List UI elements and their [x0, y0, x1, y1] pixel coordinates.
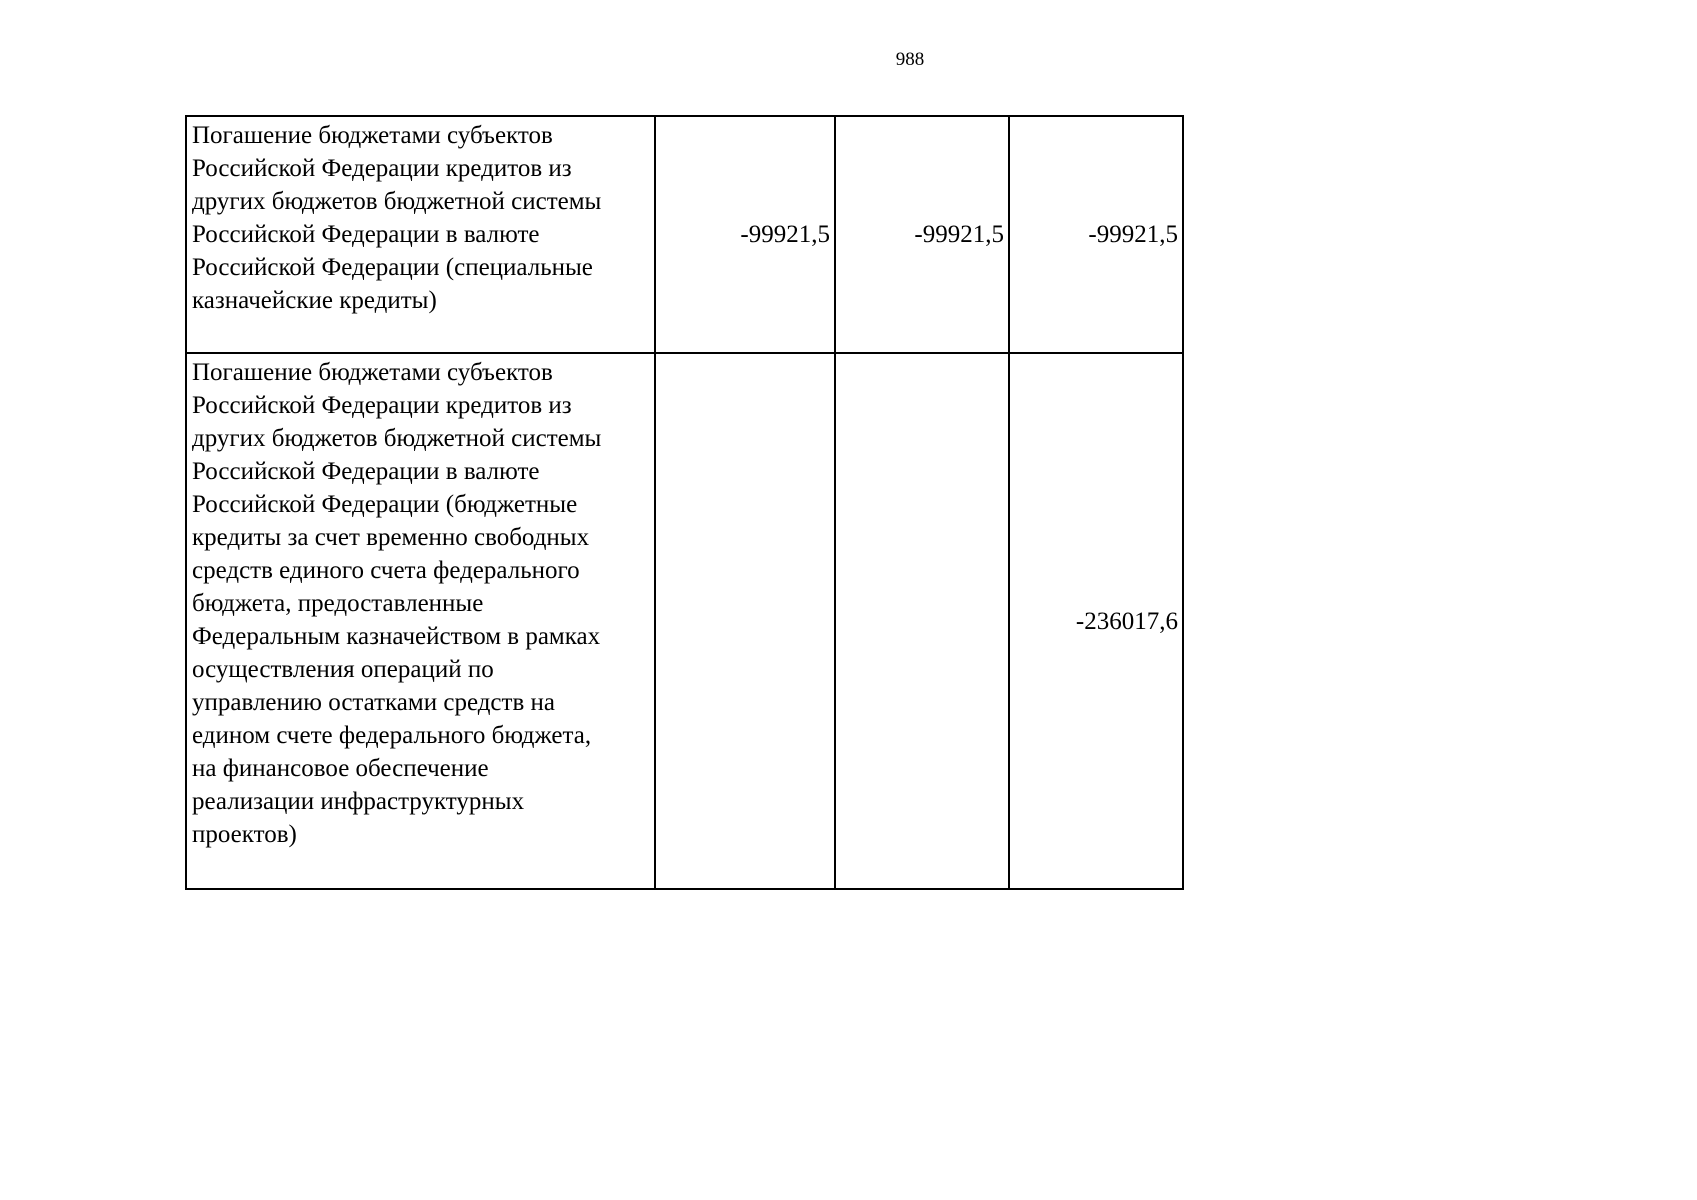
value-cell: -99921,5	[835, 116, 1009, 353]
description-line: Погашение бюджетами субъектов	[192, 122, 553, 149]
description-line: управлению остатками средств на	[192, 689, 555, 716]
description-line: осуществления операций по	[192, 656, 494, 683]
table-row	[186, 353, 1183, 889]
description-line: других бюджетов бюджетной системы	[192, 188, 602, 215]
description-line: других бюджетов бюджетной системы	[192, 425, 602, 452]
value-cell: -236017,6	[1009, 353, 1183, 889]
value-cell: -99921,5	[655, 116, 835, 353]
value-cell: -99921,5	[1009, 116, 1183, 353]
description-line: едином счете федерального бюджета,	[192, 722, 592, 749]
description-line: на финансовое обеспечение	[192, 755, 489, 782]
description-line: реализации инфраструктурных	[192, 788, 525, 815]
row-description	[186, 353, 655, 889]
description-line: кредиты за счет временно свободных	[192, 524, 590, 551]
value-cell	[655, 353, 835, 889]
value-cell	[835, 353, 1009, 889]
description-line: Погашение бюджетами субъектов	[192, 359, 553, 386]
table-row	[186, 116, 1183, 353]
description-line: бюджета, предоставленные	[192, 590, 484, 617]
description-line: Российской Федерации в валюте	[192, 458, 540, 485]
page-number: 988	[895, 49, 925, 70]
description-line: Российской Федерации в валюте	[192, 221, 540, 248]
budget-table	[185, 115, 1184, 890]
description-line: Российской Федерации (бюджетные	[192, 491, 578, 518]
description-line: Российской Федерации (специальные	[192, 254, 593, 281]
row-description	[186, 116, 655, 353]
description-line: казначейские кредиты)	[192, 287, 437, 314]
description-line: проектов)	[192, 821, 297, 848]
description-line: Федеральным казначейством в рамках	[192, 623, 601, 650]
description-line: Российской Федерации кредитов из	[192, 392, 572, 419]
description-line: средств единого счета федерального	[192, 557, 580, 584]
description-line: Российской Федерации кредитов из	[192, 155, 572, 182]
